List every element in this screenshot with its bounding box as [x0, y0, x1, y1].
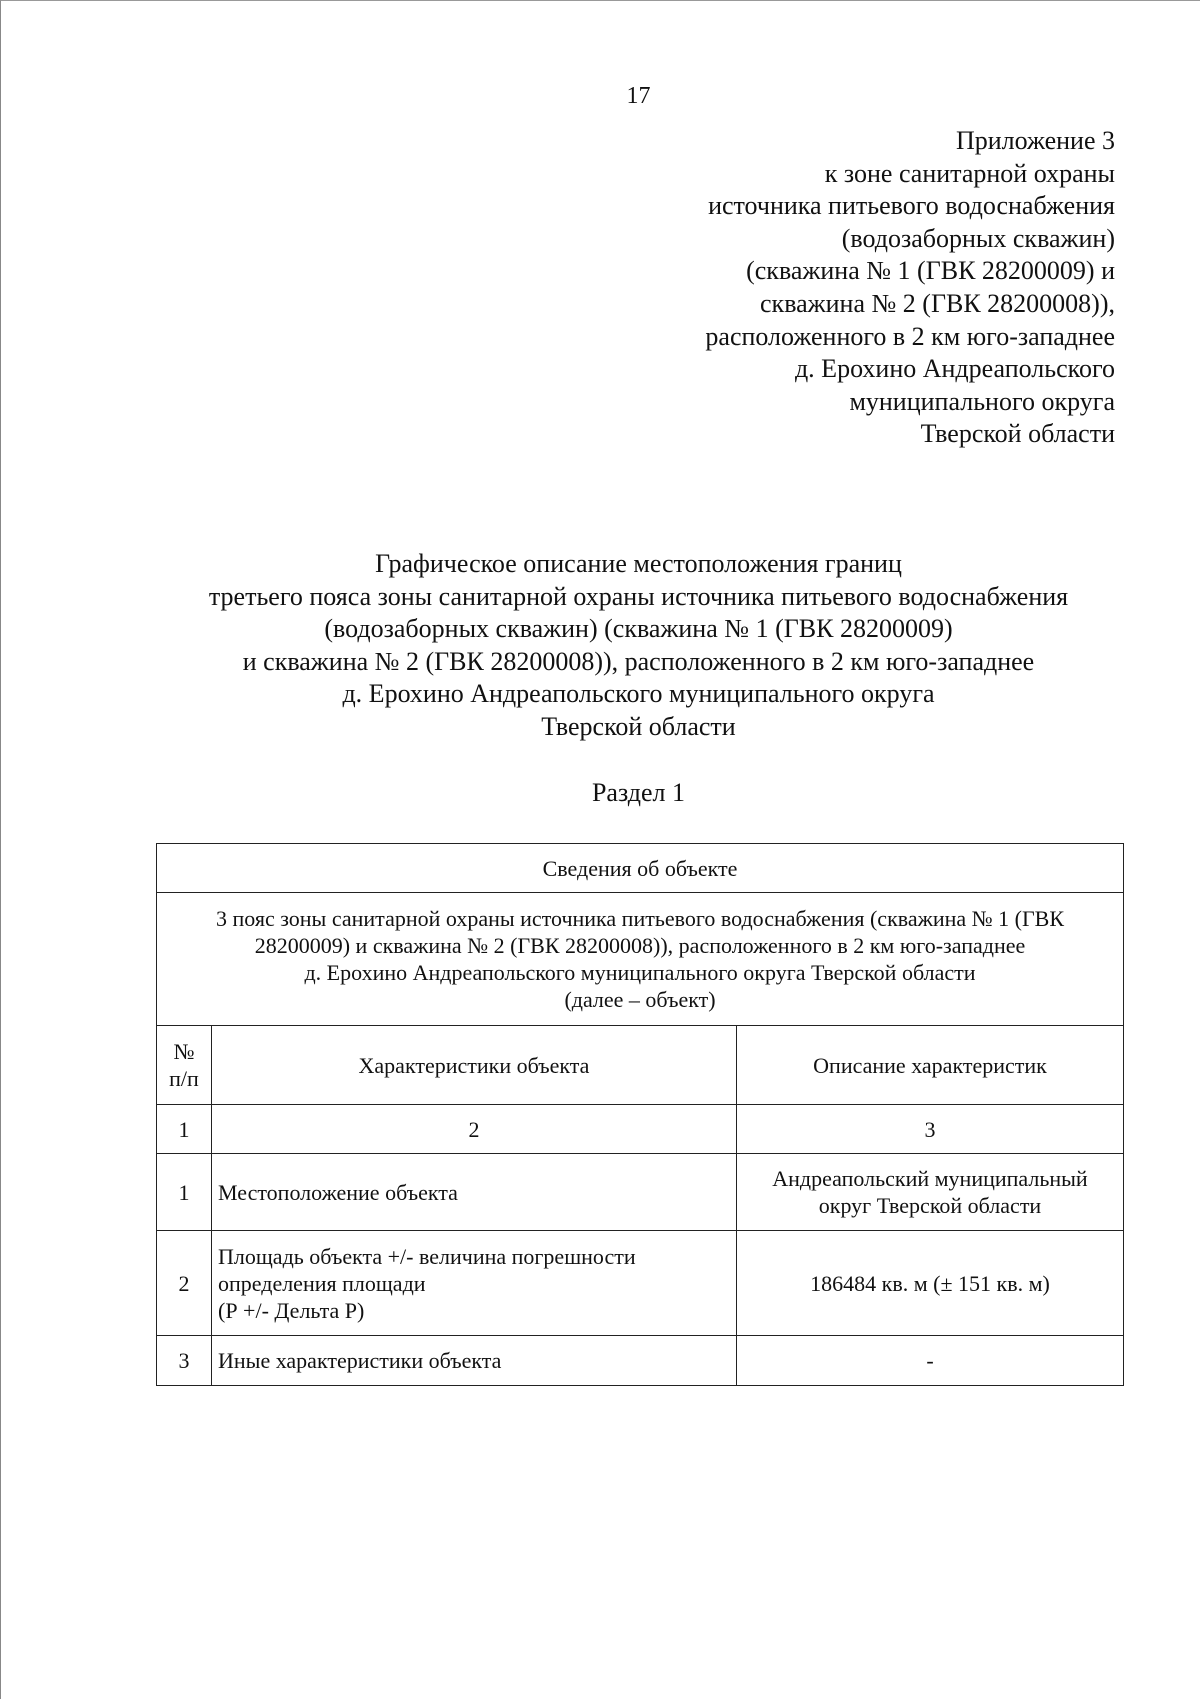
column-header-number	[157, 1026, 212, 1105]
object-description-line: (далее – объект)	[564, 987, 716, 1012]
title-line: д. Ерохино Андреапольского муниципального округа	[342, 679, 935, 708]
column-header-number-line: п/п	[169, 1066, 199, 1091]
table-header-row	[157, 844, 1124, 893]
column-header-row	[157, 1026, 1124, 1105]
row-characteristic-line: Местоположение объекта	[218, 1179, 458, 1205]
document-title	[1, 548, 1200, 743]
row-value-line: Андреапольский муниципальный	[772, 1166, 1088, 1191]
row-characteristic-line: Иные характеристики объекта	[218, 1348, 502, 1373]
object-description	[157, 893, 1124, 1026]
appendix-line: к зоне санитарной охраны	[824, 158, 1115, 188]
title-line: Графическое описание местоположения границ	[375, 549, 902, 578]
row-characteristic-line: определения площади	[218, 1270, 426, 1296]
title-line: (водозаборных скважин) (скважина № 1 (ГВК 28200009)	[324, 614, 953, 643]
column-number: 3	[737, 1105, 1124, 1154]
row-number: 1	[157, 1154, 212, 1231]
table-header: Сведения об объекте	[157, 844, 1124, 893]
title-line: и скважина № 2 (ГВК 28200008)), расположенного в 2 км юго-западнее	[242, 646, 1035, 676]
appendix-header	[705, 125, 1115, 451]
row-value	[737, 1336, 1124, 1386]
appendix-line: д. Ерохино Андреапольского	[794, 354, 1115, 384]
table-row	[157, 1336, 1124, 1386]
appendix-line: скважина № 2 (ГВК 28200008)),	[760, 288, 1115, 318]
object-description-line: д. Ерохино Андреапольского муниципального округа Тверской области	[304, 960, 976, 985]
appendix-line: (водозаборных скважин)	[841, 223, 1115, 253]
column-header-number-line: №	[173, 1039, 195, 1064]
table-row	[157, 1231, 1124, 1336]
table-row	[157, 1154, 1124, 1231]
appendix-line: муниципального округа	[849, 386, 1115, 416]
object-description-line: 28200009) и скважина № 2 (ГВК 28200008)), расположенного в 2 км юго-западнее	[254, 933, 1026, 958]
row-value	[737, 1231, 1124, 1336]
row-characteristic-line: (Р +/- Дельта Р)	[218, 1297, 365, 1323]
row-value	[737, 1154, 1124, 1231]
section-title: Раздел 1	[591, 778, 686, 807]
object-info-table	[156, 843, 1124, 1386]
object-description-line: 3 пояс зоны санитарной охраны источника питьевого водоснабжения (скважина № 1 (ГВК	[215, 906, 1065, 931]
appendix-line: расположенного в 2 км юго-западнее	[705, 321, 1115, 351]
appendix-line: источника питьевого водоснабжения	[708, 191, 1115, 221]
row-number: 3	[157, 1336, 212, 1386]
column-number-row	[157, 1105, 1124, 1154]
row-value-line: -	[926, 1348, 934, 1373]
column-number: 1	[157, 1105, 212, 1154]
row-number: 2	[157, 1231, 212, 1336]
appendix-line: (скважина № 1 (ГВК 28200009) и	[746, 256, 1115, 286]
row-characteristic	[212, 1231, 737, 1336]
object-description-row	[157, 893, 1124, 1026]
column-header-description: Описание характеристик	[737, 1026, 1124, 1105]
page-number: 17	[626, 83, 651, 109]
appendix-line: Приложение 3	[955, 126, 1115, 155]
row-characteristic	[212, 1154, 737, 1231]
title-line: третьего пояса зоны санитарной охраны источника питьевого водоснабжения	[208, 581, 1069, 611]
row-value-line: округ Тверской области	[818, 1193, 1042, 1218]
row-characteristic	[212, 1336, 737, 1386]
title-line: Тверской области	[541, 711, 736, 741]
row-value-line: 186484 кв. м (± 151 кв. м)	[810, 1270, 1050, 1296]
appendix-line: Тверской области	[920, 419, 1115, 449]
row-characteristic-line: Площадь объекта +/- величина погрешности	[218, 1243, 636, 1269]
column-number: 2	[212, 1105, 737, 1154]
column-header-characteristic: Характеристики объекта	[212, 1026, 737, 1105]
